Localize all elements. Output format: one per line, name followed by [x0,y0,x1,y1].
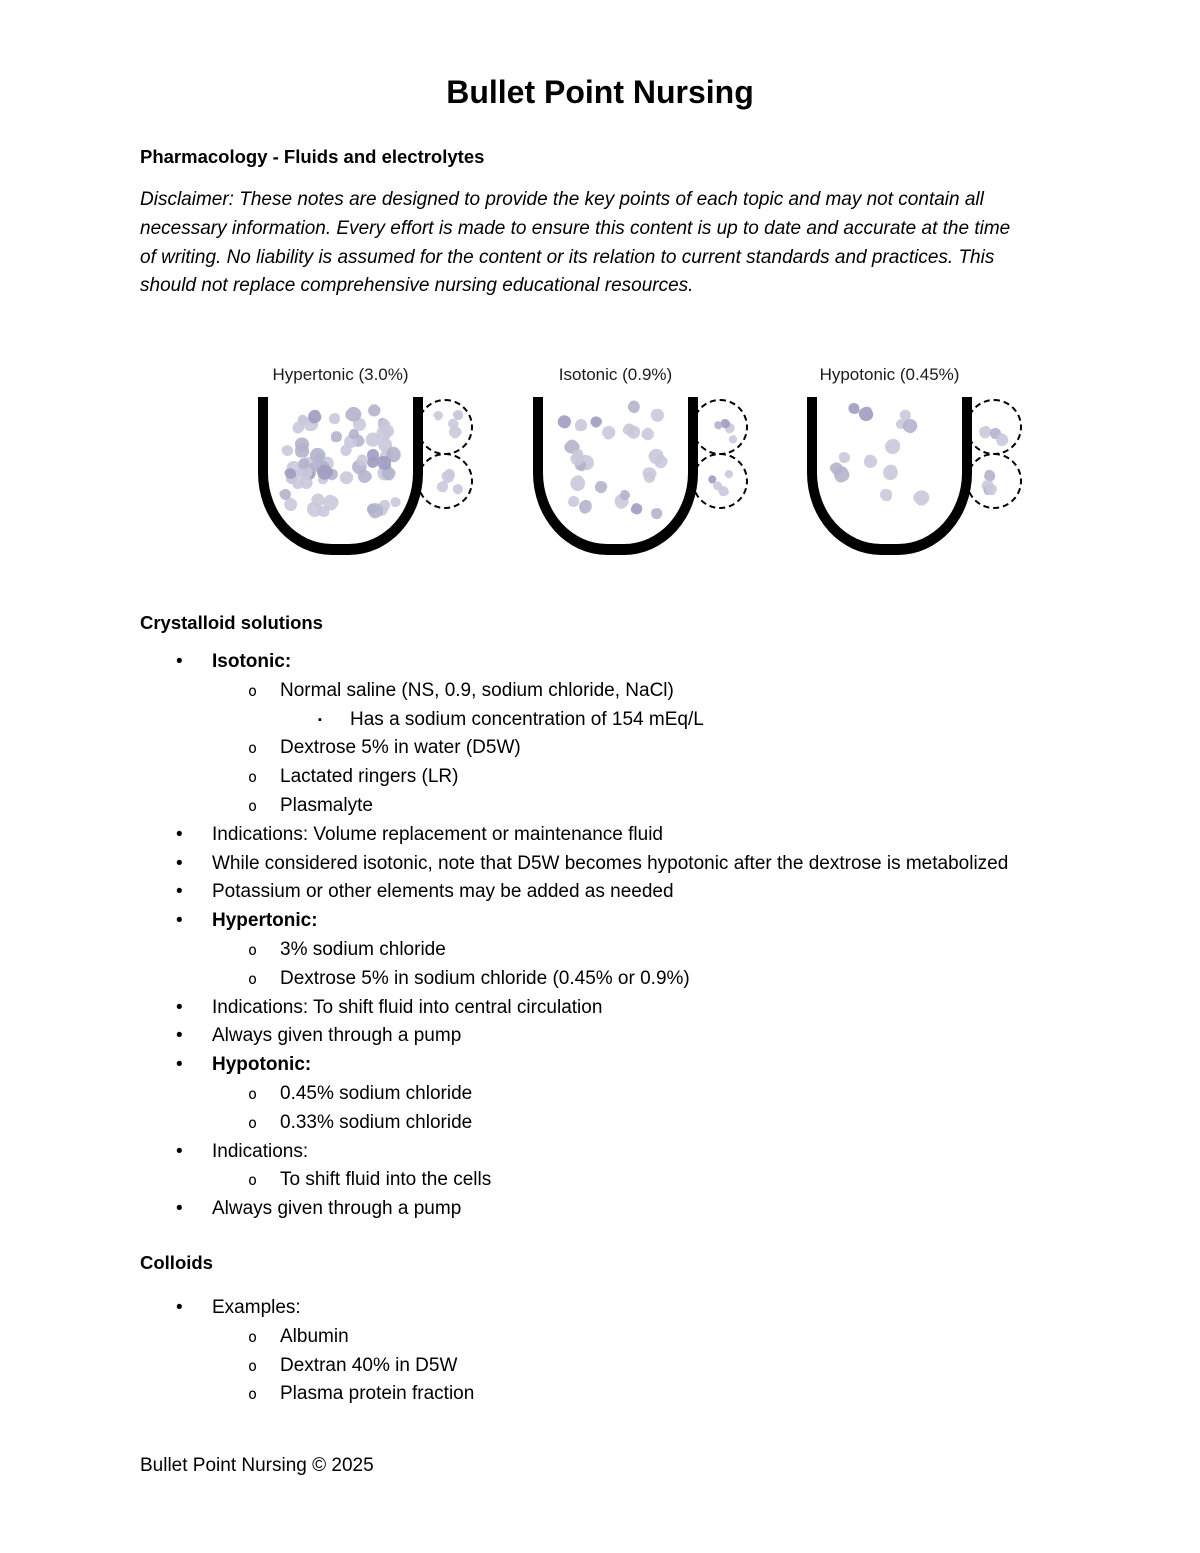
cell-dots [428,410,464,446]
list-item-text: Always given through a pump [212,1025,462,1047]
solute-dot [593,479,609,495]
cell-dots [977,410,1013,446]
list-item [140,1294,1120,1323]
bullet-icon: o [248,1171,258,1190]
list-item-text: 0.33% sodium chloride [280,1111,473,1133]
list-item-text: Indications: [212,1140,309,1162]
solute-dot [390,496,402,508]
disclaimer-line: necessary information. Every effort is made to ensure this content is up to date and accurate at the time [140,217,1011,239]
list-item-text: Plasma protein fraction [280,1383,475,1405]
cell-dots [977,464,1013,500]
list-item-text: Indications: To shift fluid into central circulation [212,996,603,1018]
bullet-icon: • [176,1054,183,1076]
list-item-text: To shift fluid into the cells [280,1169,492,1191]
list-item [140,1109,1120,1138]
crystalloid-list [140,648,1120,1224]
solute-dot [911,487,932,508]
solute-dot [650,407,666,423]
beaker-group [807,365,1025,565]
bullet-icon: • [176,910,183,932]
list-item-text: Dextrose 5% in water (D5W) [280,737,521,759]
list-item-text: Plasmalyte [280,794,373,816]
tonicity-diagram [140,365,1060,570]
list-item [140,706,1120,735]
list-item-text: 0.45% sodium chloride [280,1082,473,1104]
solute-dot [626,399,642,415]
list-item-text: Lactated ringers (LR) [280,766,459,788]
bullet-icon: o [248,940,258,959]
list-item [140,1166,1120,1195]
solute-dot [599,424,618,443]
page-title: Bullet Point Nursing [446,74,754,110]
list-item-text: Always given through a pump [212,1198,462,1220]
list-item [140,994,1120,1023]
solute-dot [451,482,465,496]
solute-dot [331,431,342,442]
bullet-icon: o [248,969,258,988]
cell-dots [703,410,739,446]
solute-dot [650,507,663,520]
bullet-icon: • [176,852,183,874]
bullet-icon: o [248,1084,258,1103]
list-item-text: 3% sodium chloride [280,938,446,960]
list-item-text: Dextrose 5% in sodium chloride (0.45% or 0.9%) [280,967,690,989]
cell-circle-icon [692,453,748,509]
list-item-text: Examples: [212,1297,301,1318]
disclaimer-line: should not replace comprehensive nursing educational resources. [140,275,694,297]
bullet-icon: o [248,796,258,815]
solute-dot [639,426,656,443]
list-item [140,1352,1120,1381]
bullet-icon: • [176,823,183,845]
disclaimer [140,186,1080,301]
solute-dot [724,469,734,479]
list-item [140,792,1120,821]
solute-dots [829,401,950,520]
bullet-icon: o [248,739,258,758]
list-item [140,734,1120,763]
bullet-icon: • [176,651,183,672]
solute-dot [718,485,730,497]
bullet-icon: • [176,1025,183,1047]
list-item [140,648,1120,677]
list-item [140,763,1120,792]
list-item [140,1380,1120,1409]
solute-dot [838,451,850,463]
cell-circle-icon [417,399,473,455]
list-item-text: Hypotonic: [212,1054,312,1076]
solute-dot [365,401,383,419]
bullet-icon: o [248,1113,258,1132]
solute-dot [588,414,604,430]
beaker-label: Hypertonic (3.0%) [272,365,409,384]
list-item [140,965,1120,994]
footer-text: Bullet Point Nursing © 2025 [140,1455,374,1476]
solute-dot [881,462,902,483]
bullet-icon: o [248,1385,258,1404]
bullet-icon: • [176,1198,183,1220]
list-item [140,1080,1120,1109]
bullet-icon: ▪ [318,713,322,726]
list-item-text: Hypertonic: [212,910,318,932]
cell-circle-icon [417,453,473,509]
list-item [140,1323,1120,1352]
list-item [140,1138,1120,1167]
solute-dots [280,401,401,520]
beaker-label: Isotonic (0.9%) [558,365,673,384]
bullet-icon: o [248,681,258,700]
list-item-text: While considered isotonic, note that D5W becomes hypotonic after the dextrose is metabolized [212,852,1009,874]
bullet-icon: o [248,768,258,787]
beaker-label: Hypotonic (0.45%) [819,365,960,384]
solute-dots [555,401,676,520]
colloids-list [140,1294,1120,1409]
beaker-group [533,365,751,565]
solute-dot [630,501,645,516]
section-heading-colloids: Colloids [140,1252,213,1273]
solute-dot [280,443,295,458]
cell-circle-icon [966,399,1022,455]
beaker-group [258,365,476,565]
solute-dot [555,412,574,431]
solute-dot [862,453,879,470]
solute-dot [567,473,589,495]
solute-dot [294,443,309,458]
list-item [140,907,1120,936]
solute-dot [329,413,340,424]
solute-dot [884,439,899,454]
bullet-icon: • [176,1297,183,1318]
list-item-text: Has a sodium concentration of 154 mEq/L [350,708,704,730]
bullet-icon: • [176,881,183,903]
bullet-icon: • [176,1140,183,1162]
list-item-text: Potassium or other elements may be added as needed [212,881,674,903]
beaker-icon [533,397,698,555]
list-item-text: Indications: Volume replacement or maintenance fluid [212,823,663,845]
section-heading-crystalloid: Crystalloid solutions [140,612,323,633]
disclaimer-line: Disclaimer: These notes are designed to provide the key points of each topic and may not contain all [140,189,984,210]
disclaimer-line: of writing. No liability is assumed for the content or its relation to current standards and practices. This [140,246,995,268]
cell-dots [703,464,739,500]
list-item-text: Normal saline (NS, 0.9, sodium chloride, NaCl) [280,679,674,701]
bullet-icon: • [176,996,183,1018]
list-item [140,1051,1120,1080]
list-item [140,1195,1120,1224]
solute-dot [727,433,738,444]
list-item-text: Dextran 40% in D5W [280,1354,458,1376]
solute-dot [432,410,445,423]
list-item [140,1022,1120,1051]
bullet-icon: o [248,1356,258,1375]
cell-circle-icon [966,453,1022,509]
list-item-text: Isotonic: [212,651,292,672]
bullet-icon: o [248,1327,258,1346]
beaker-icon [258,397,423,555]
list-item [140,850,1120,879]
list-item [140,677,1120,706]
beaker-icon [807,397,972,555]
solute-dot [575,419,587,431]
topic-heading: Pharmacology - Fluids and electrolytes [140,146,485,167]
solute-dot [880,488,894,502]
list-item-text: Albumin [280,1325,349,1347]
solute-dot [572,449,584,461]
list-item [140,878,1120,907]
cell-circle-icon [692,399,748,455]
cell-dots [428,464,464,500]
list-item [140,936,1120,965]
list-item [140,821,1120,850]
